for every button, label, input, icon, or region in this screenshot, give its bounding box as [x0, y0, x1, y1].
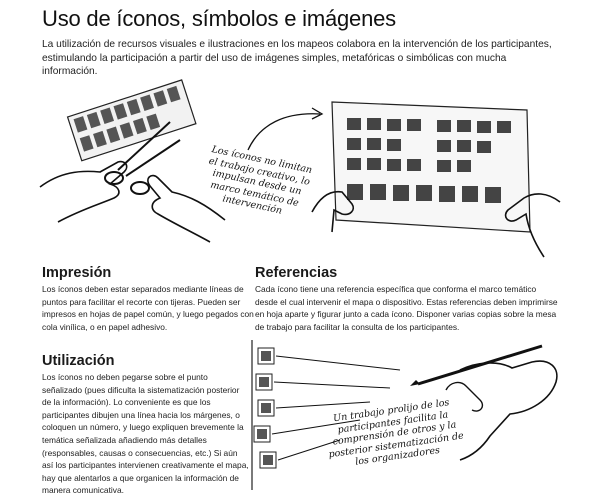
impresion-title: Impresión: [42, 265, 112, 281]
references-sheet-illustration: [312, 92, 560, 257]
impresion-text: Los íconos deben estar separados mediante líneas de puntos para facilitar el recorte con tijeras. Pueden ser impresos en hojas de papel común, y luego pegados con cola vinílica, o en papel adhesivo.: [42, 284, 254, 332]
scissors-illustration: [40, 92, 225, 242]
handwritten-note-bottom: Un trabajo prolijo de los participantes facilita la comprensión de otros y la posterior sistematización de los organizadores: [327, 397, 465, 468]
intro-paragraph: La utilización de recursos visuales e ilustraciones en los mapeos colabora en la intervención de los participantes, estimulando la participación a partir del uso de imágenes simples, metafóricas o simbólicas con mucha información.: [42, 39, 552, 77]
utilizacion-text: Los íconos no deben pegarse sobre el punto señalizado (pues dificulta la sistematización posterior de la información). Lo conveniente es que los participantes dibujen una línea hacia los márgenes, o coloquen un número, y luego expliquen brevemente la temática señalizada añadiendo más detalles (responsables, causas o consecuencias, etc.) Si aún así los participantes intervienen creativamente el mapa, hay que alentarlos a que organicen la información de manera comunicativa.: [42, 372, 249, 496]
referencias-text: Cada ícono tiene una referencia específica que conforma el marco temático desde el cual intervenir el mapa o dispositivo. Estas referencias deben imprimirse en hoja aparte y figurar junto a cada ícono. Disponer varias copias sobre la mesa de trabajo para facilitar la consulta de los participantes.: [255, 284, 558, 332]
page-title: Uso de íconos, símbolos e imágenes: [42, 6, 396, 31]
utilizacion-title: Utilización: [42, 353, 115, 369]
handwritten-note-top: Los íconos no limitan el trabajo creativo, lo impulsan desde un marco temático de intervención: [207, 143, 314, 217]
referencias-title: Referencias: [255, 265, 338, 281]
